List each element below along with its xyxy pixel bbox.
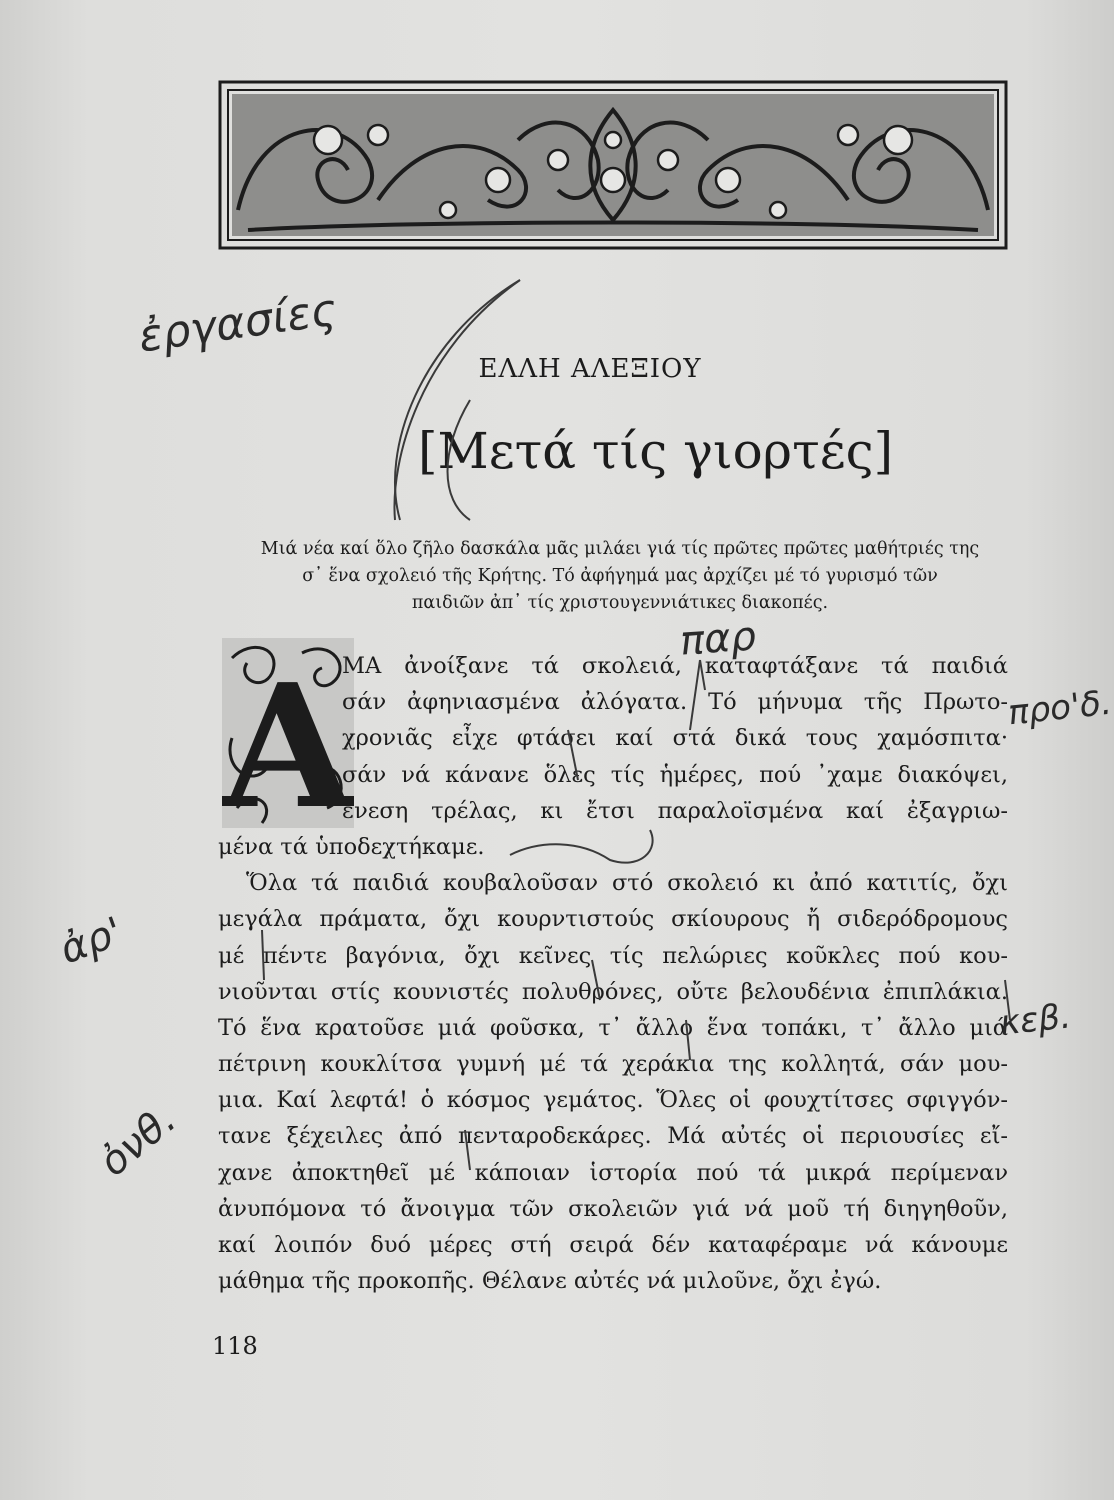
body-line: τανε ξέχειλες ἀπό πενταροδεκάρες. Μά αὐτές οἱ περιουσίες εἴ- <box>218 1123 1008 1150</box>
handwritten-note: προ'δ. <box>1006 682 1114 734</box>
story-body <box>218 648 1008 1299</box>
body-line: Ὅλα τά παιδιά κουβαλοῦσαν στό σκολειό κι ἀπό κατιτίς, ὄχι <box>246 870 1008 897</box>
body-line: σάν ἀφηνιασμένα ἀλόγατα. Τό μήνυμα τῆς Πρωτο- <box>342 689 1008 716</box>
body-line: μέ πέντε βαγόνια, ὄχι κεῖνες τίς πελώριες κοῦκλες πού κου- <box>218 942 1008 969</box>
body-line: μένα τά ὑποδεχτήκαμε. <box>218 833 485 860</box>
body-line: καί λοιπόν δυό μέρες στή σειρά δέν καταφέραμε νά κάνουμε <box>218 1232 1008 1258</box>
intro-paragraph <box>225 536 1015 617</box>
body-line: σάν νά κάνανε ὅλες τίς ἡμέρες, πού ᾽χαμε διακόψει, <box>342 761 1008 788</box>
handwritten-note: ὀνθ. <box>91 1096 185 1186</box>
handwritten-note: ἐργασίες <box>135 284 340 363</box>
body-line: ἔνεση τρέλας, κι ἔτσι παραλοϊσμένα καί ἐξαγριω- <box>342 797 1008 824</box>
body-line: χρονιᾶς εἶχε φτάσει καί στά δικά τους χαμόσπιτα· <box>342 725 1008 752</box>
body-line: χανε ἀποκτηθεῖ μέ κάποιαν ἱστορία πού τά μικρά περίμεναν <box>218 1159 1008 1186</box>
body-line: ἀνυπόμονα τό ἄνοιγμα τῶν σκολειῶν γιά νά μοῦ τή διηγηθοῦν, <box>218 1195 1008 1222</box>
body-line: μάθημα τῆς προκοπῆς. Θέλανε αὐτές νά μιλοῦνε, ὄχι ἐγώ. <box>218 1268 882 1295</box>
story-title: [Μετά τίς γιορτές] <box>418 422 894 480</box>
handwritten-note: παρ <box>678 613 758 665</box>
body-line: νιοῦνται στίς κουνιστές πολυθρόνες, οὔτε βελουδένια ἐπιπλάκια. <box>218 978 1008 1005</box>
handwritten-note: κεβ. <box>998 996 1073 1044</box>
drop-cap-letter: Α <box>222 647 354 828</box>
body-line: Τό ἕνα κρατοῦσε μιά φοῦσκα, τ᾽ ἄλλο ἕνα τοπάκι, τ᾽ ἄλλο μιά <box>218 1014 1008 1041</box>
handwritten-note: ἀρ' <box>54 908 129 974</box>
body-line: μια. Καί λεφτά! ὁ κόσμος γεμάτος. Ὅλες οἱ φουχτίτσες σφιγγόν- <box>218 1087 1008 1114</box>
body-line: μεγάλα πράματα, ὄχι κουρντιστούς σκίουρους ἤ σιδερόδρομους <box>218 906 1008 933</box>
ornament-banner-image <box>218 80 1008 250</box>
intro-line: σ᾽ ἕνα σχολειό τῆς Κρήτης. Τό ἀφήγημά μας ἀρχίζει μέ τό γυρισμό τῶν <box>302 566 938 586</box>
intro-line: παιδιῶν ἀπ᾽ τίς χριστουγεννιάτικες διακοπές. <box>411 593 829 613</box>
author-name: ΕΛΛΗ ΑΛΕΞΙΟΥ <box>478 354 702 384</box>
intro-line: Μιά νέα καί ὅλο ζῆλο δασκάλα μᾶς μιλάει γιά τίς πρῶτες πρῶτες μαθήτριές της <box>260 539 980 559</box>
page-number: 118 <box>212 1332 258 1360</box>
body-line: ΜΑ ἀνοίξανε τά σκολειά, καταφτάξανε τά παιδιά <box>342 653 1008 679</box>
body-line: πέτρινη κουκλίτσα γυμνή μέ τά χεράκια της κολλητά, σάν μου- <box>218 1051 1008 1078</box>
